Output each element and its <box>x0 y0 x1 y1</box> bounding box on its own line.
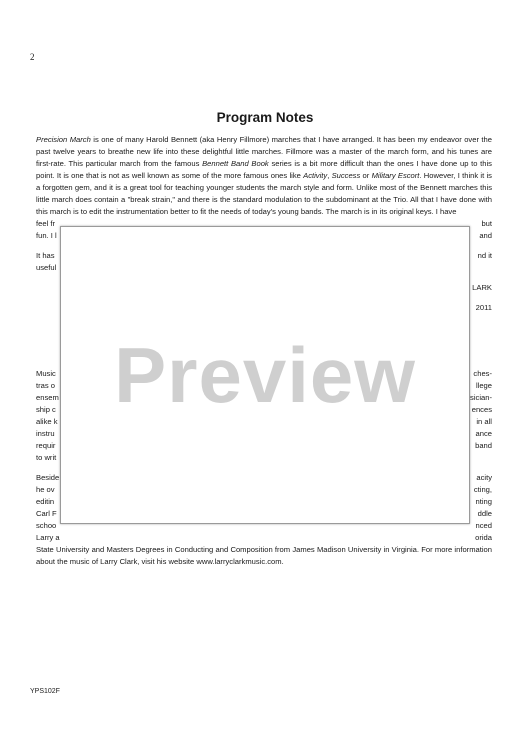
catalog-code: YPS102F <box>30 688 60 695</box>
signature: LARK 2011 <box>472 283 492 312</box>
paragraph-career: Beside acity he ov cting, editin nting Carl F ddle schoo nced Larry a orida State University and Masters Degrees in Conducting and Composition from James Madison University in Virginia. For more information about the music of Larry Clark, visit his website www.larryclarkmusic.com. <box>36 473 492 566</box>
page-title: Program Notes <box>216 110 314 125</box>
preview-watermark: Preview <box>114 330 416 419</box>
paragraph-bio: Music ches- tras o llege ensem sician- ship c ences alike k in all instru ance requir band to writ <box>36 369 492 462</box>
paragraph-intro: Precision March is one of many Harold Bennett (aka Henry Fillmore) marches that I have arranged. It has been my endeavor over the past twelve years to breathe new life into these delightful little marches. Fillmore was a master of the march form, and his tunes are first-rate. This particular march from the famous Bennett Band Book series is a bit more difficult than the ones I have done up to this point. It is one that is not as well known as some of the more famous ones like Activity, Success or Military Escort. However, I think it is a forgotten gem, and it is a great tool for teaching younger students the march style and form. Unlike most of the Bennett marches this little march does contain a "break strain," and there is the standard modulation to the subdominant at the Trio. All that I have done with this march is to edit the instrumentation better to fit the needs of today's young bands. The march is in its original keys. I have feel fr but fun. I l and <box>36 135 492 240</box>
march-title: Precision March <box>36 135 91 144</box>
page-number: 2 <box>30 52 35 62</box>
preview-overlay <box>60 226 470 524</box>
paragraph-usefulness: It has nd it useful <box>36 251 492 272</box>
